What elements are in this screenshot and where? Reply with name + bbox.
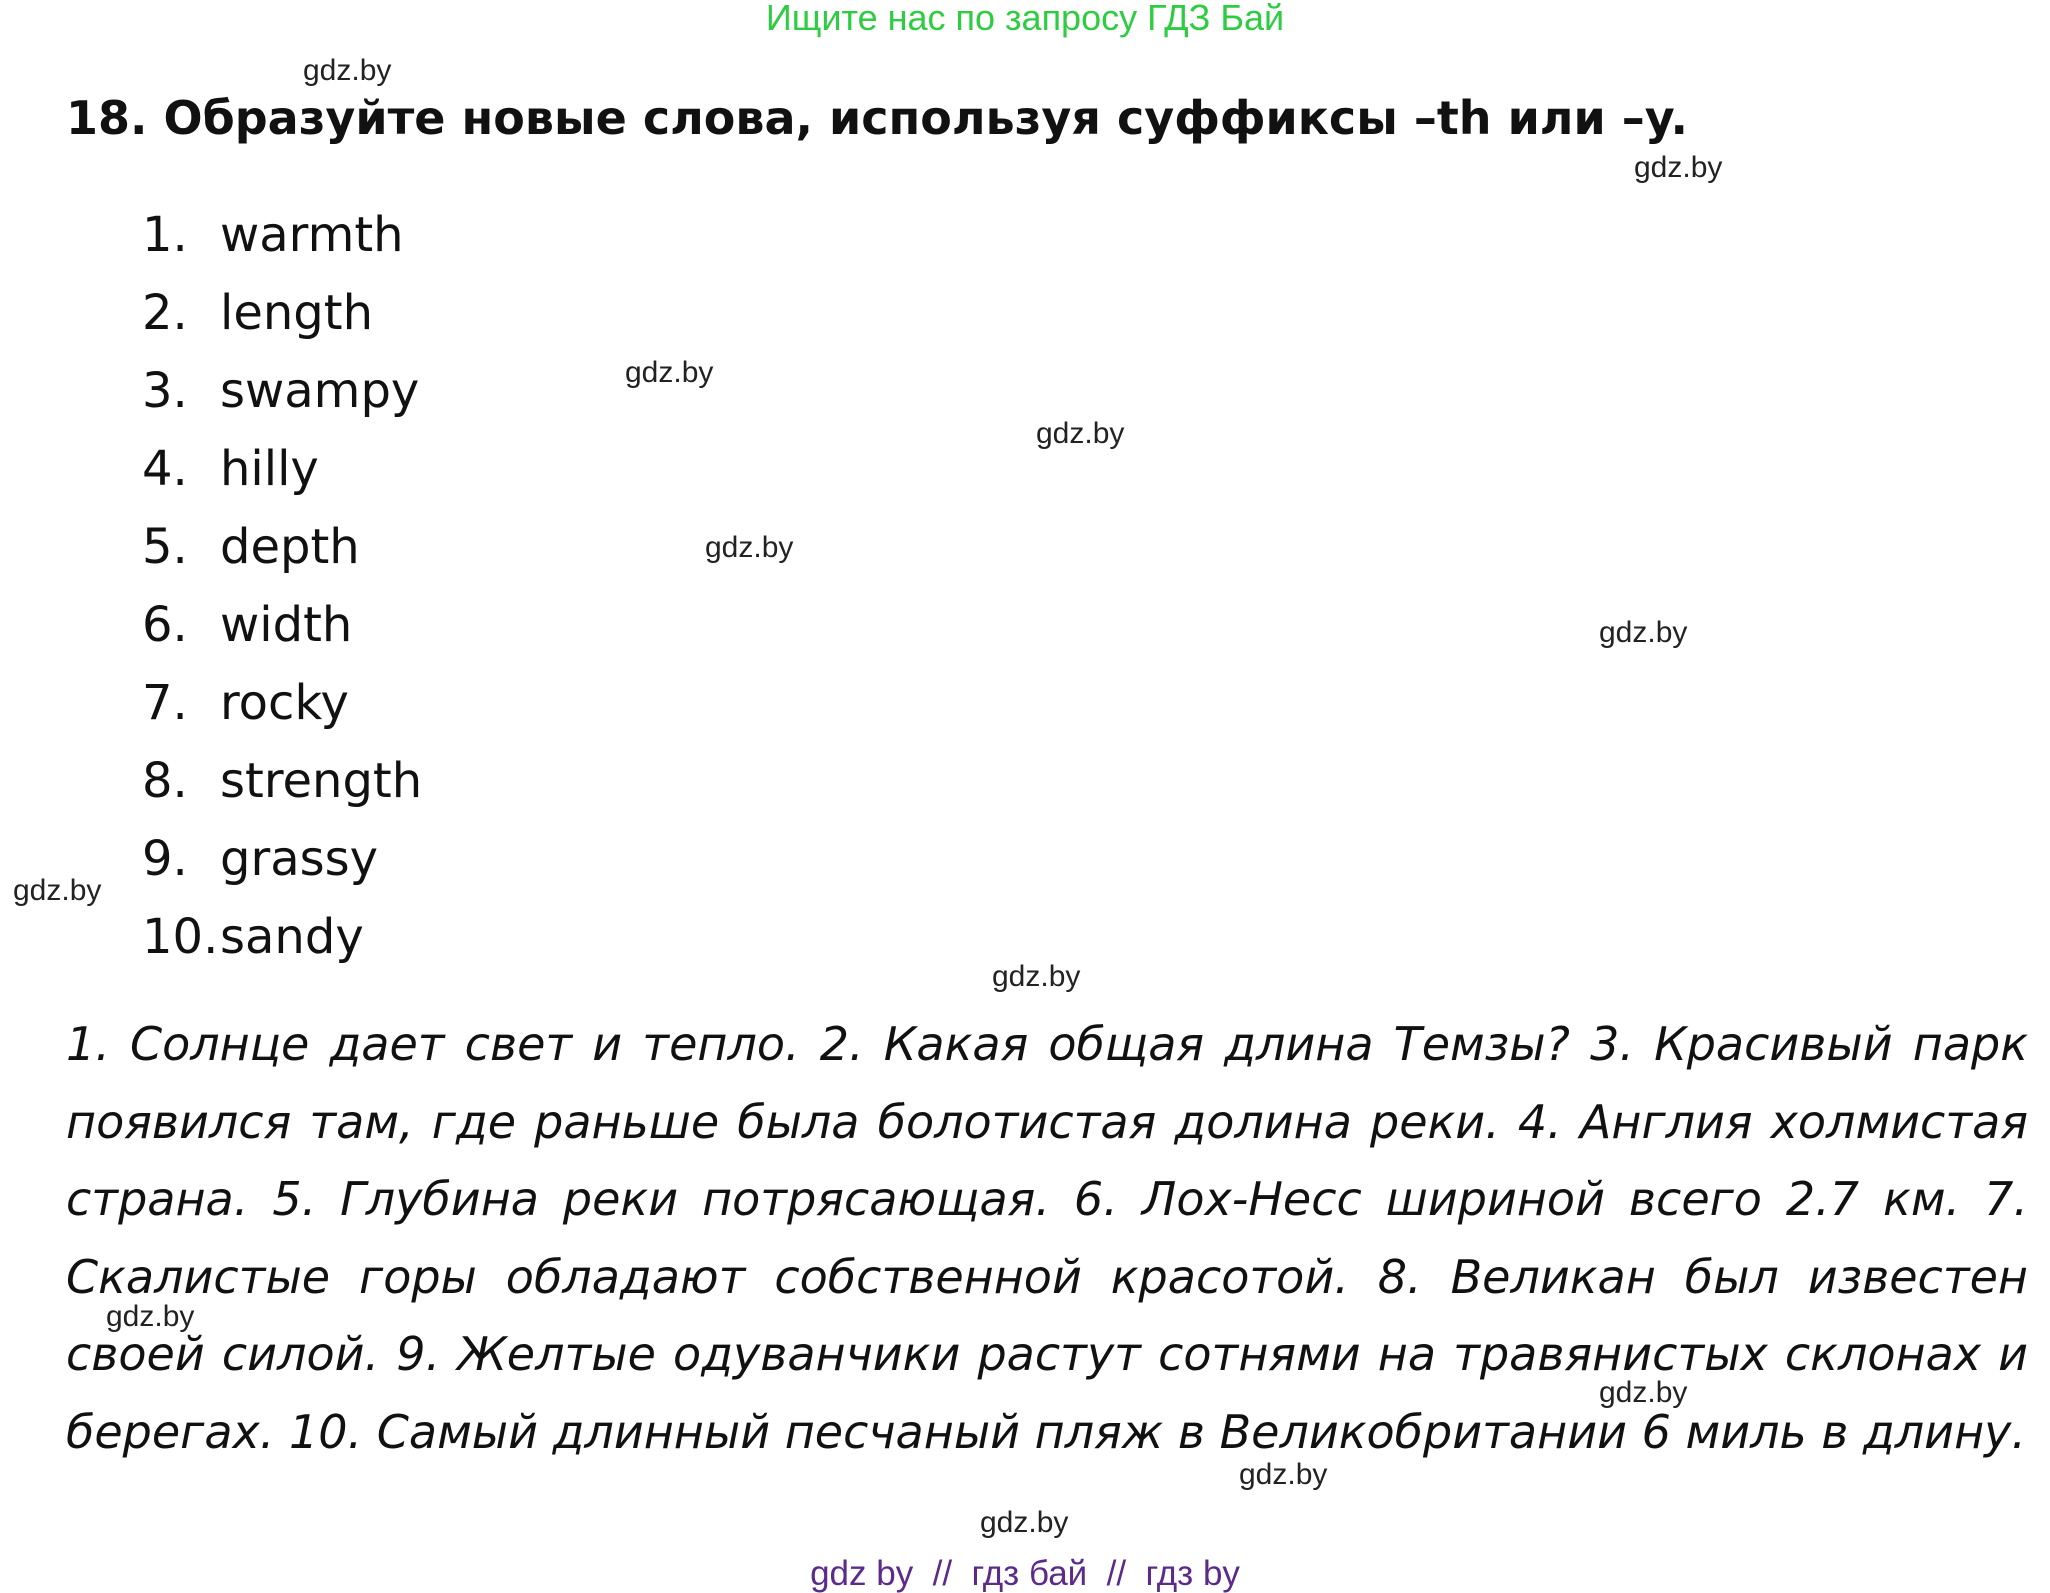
list-item <box>142 898 422 976</box>
list-item <box>142 430 422 508</box>
answer-word: hilly <box>220 441 319 497</box>
answer-word: grassy <box>220 831 379 887</box>
answer-number: 7. <box>142 675 188 731</box>
answer-word: sandy <box>220 909 364 965</box>
answer-number: 5. <box>142 519 188 575</box>
footer-links: gdz by // гдз бай // гдз by <box>810 1554 1240 1593</box>
answer-list <box>142 196 422 976</box>
watermark: gdz.by <box>1599 1376 1688 1409</box>
answer-number: 4. <box>142 441 188 497</box>
list-item <box>142 664 422 742</box>
answer-number: 6. <box>142 597 188 653</box>
answer-word: length <box>220 285 373 341</box>
answer-word: rocky <box>220 675 349 731</box>
answer-number: 10. <box>142 909 219 965</box>
watermark: gdz.by <box>303 54 392 87</box>
watermark: gdz.by <box>1036 417 1125 450</box>
exercise-title: 18. Образуйте новые слова, используя суффиксы –th или –y. <box>66 91 1688 145</box>
answer-number: 3. <box>142 363 188 419</box>
answer-word: width <box>220 597 353 653</box>
answer-number: 2. <box>142 285 188 341</box>
list-item <box>142 586 422 664</box>
watermark: gdz.by <box>625 356 714 389</box>
list-item <box>142 352 422 430</box>
answer-word: warmth <box>220 207 404 263</box>
watermark: gdz.by <box>705 531 794 564</box>
watermark: gdz.by <box>13 874 102 907</box>
translation-paragraph: 1. Солнце дает свет и тепло. 2. Какая общая длина Темзы? 3. Красивый парк появился там, где раньше была болотистая долина реки. 4. Англия холмистая страна. 5. Глубина реки потрясающая. 6. Лох-Несс шириной всего 2.7 км. 7. Скалистые горы обладают собственной красотой. 8. Великан был известен своей силой. 9. Желтые одуванчики растут сотнями на травянистых склонах и берегах. 10. Самый длинный песчаный пляж в Великобритании 6 миль в длину. <box>66 1017 2028 1459</box>
watermark: gdz.by <box>992 960 1081 993</box>
answer-word: strength <box>220 753 423 809</box>
watermark: gdz.by <box>106 1300 195 1333</box>
answer-word: depth <box>220 519 360 575</box>
watermark: gdz.by <box>1634 151 1723 184</box>
list-item <box>142 742 422 820</box>
answer-number: 9. <box>142 831 188 887</box>
top-banner: Ищите нас по запросу ГДЗ Бай <box>765 0 1285 38</box>
watermark: gdz.by <box>980 1506 1069 1539</box>
answer-number: 8. <box>142 753 188 809</box>
watermark: gdz.by <box>1239 1458 1328 1491</box>
list-item <box>142 196 422 274</box>
list-item <box>142 508 422 586</box>
answer-word: swampy <box>220 363 420 419</box>
watermark: gdz.by <box>1599 616 1688 649</box>
list-item <box>142 274 422 352</box>
answer-number: 1. <box>142 207 188 263</box>
list-item <box>142 820 422 898</box>
